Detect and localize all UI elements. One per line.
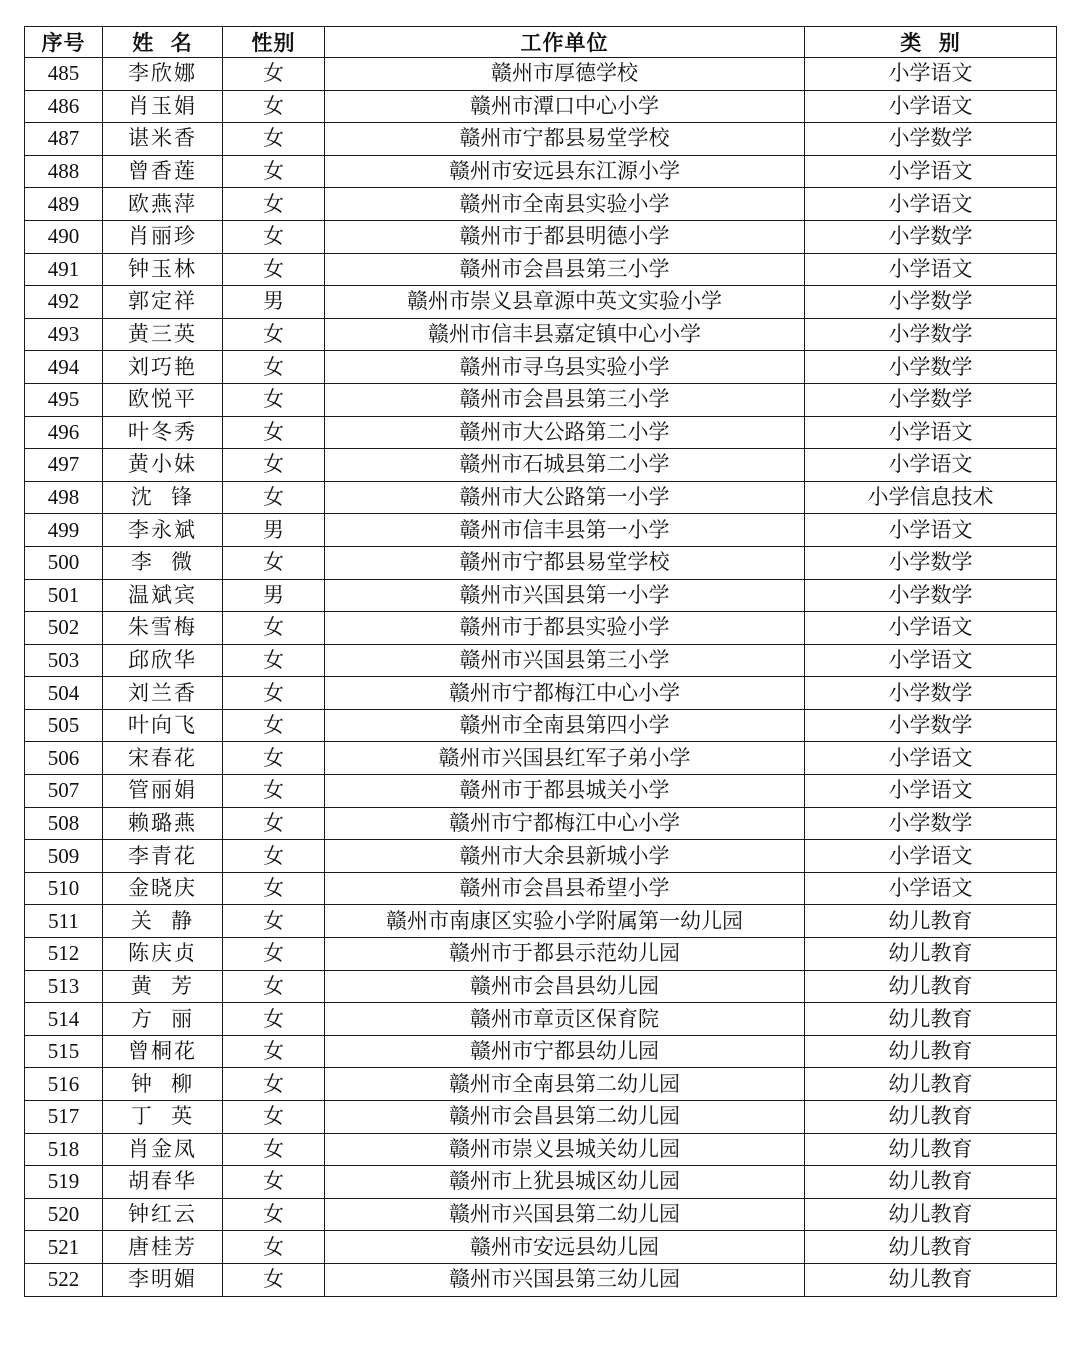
cell-category: 小学语文 bbox=[805, 872, 1057, 905]
cell-unit: 赣州市章贡区保育院 bbox=[325, 1003, 805, 1036]
cell-name: 宋春花 bbox=[103, 742, 223, 775]
cell-name: 黄三英 bbox=[103, 318, 223, 351]
table-row bbox=[25, 840, 1057, 873]
cell-category: 小学语文 bbox=[805, 155, 1057, 188]
table-row bbox=[25, 579, 1057, 612]
cell-category: 小学数学 bbox=[805, 351, 1057, 384]
cell-no: 489 bbox=[25, 188, 103, 221]
cell-no: 512 bbox=[25, 938, 103, 971]
table-row bbox=[25, 709, 1057, 742]
cell-no: 488 bbox=[25, 155, 103, 188]
cell-unit: 赣州市宁都梅江中心小学 bbox=[325, 677, 805, 710]
cell-no: 514 bbox=[25, 1003, 103, 1036]
cell-gender: 女 bbox=[223, 612, 325, 645]
cell-category: 幼儿教育 bbox=[805, 970, 1057, 1003]
cell-gender: 女 bbox=[223, 1263, 325, 1296]
cell-no: 500 bbox=[25, 546, 103, 579]
cell-category: 幼儿教育 bbox=[805, 1101, 1057, 1134]
cell-name: 丁 英 bbox=[103, 1101, 223, 1134]
table-row bbox=[25, 188, 1057, 221]
cell-unit: 赣州市兴国县第一小学 bbox=[325, 579, 805, 612]
cell-category: 小学数学 bbox=[805, 318, 1057, 351]
cell-no: 492 bbox=[25, 286, 103, 319]
table-row bbox=[25, 1263, 1057, 1296]
cell-unit: 赣州市全南县第二幼儿园 bbox=[325, 1068, 805, 1101]
table-body bbox=[25, 58, 1057, 1297]
table-row bbox=[25, 1231, 1057, 1264]
cell-no: 501 bbox=[25, 579, 103, 612]
cell-unit: 赣州市兴国县第三幼儿园 bbox=[325, 1263, 805, 1296]
cell-gender: 女 bbox=[223, 644, 325, 677]
roster-table bbox=[24, 26, 1057, 1297]
cell-gender: 女 bbox=[223, 1101, 325, 1134]
cell-unit: 赣州市信丰县嘉定镇中心小学 bbox=[325, 318, 805, 351]
cell-no: 507 bbox=[25, 775, 103, 808]
cell-no: 503 bbox=[25, 644, 103, 677]
cell-unit: 赣州市会昌县希望小学 bbox=[325, 872, 805, 905]
table-row bbox=[25, 286, 1057, 319]
cell-category: 小学数学 bbox=[805, 123, 1057, 156]
cell-gender: 女 bbox=[223, 383, 325, 416]
cell-name: 钟红云 bbox=[103, 1198, 223, 1231]
cell-unit: 赣州市兴国县第二幼儿园 bbox=[325, 1198, 805, 1231]
cell-no: 485 bbox=[25, 58, 103, 91]
table-row bbox=[25, 872, 1057, 905]
cell-no: 494 bbox=[25, 351, 103, 384]
cell-category: 小学语文 bbox=[805, 644, 1057, 677]
cell-gender: 女 bbox=[223, 123, 325, 156]
cell-no: 519 bbox=[25, 1166, 103, 1199]
table-row bbox=[25, 905, 1057, 938]
cell-name: 欧燕萍 bbox=[103, 188, 223, 221]
cell-name: 叶冬秀 bbox=[103, 416, 223, 449]
cell-gender: 女 bbox=[223, 1003, 325, 1036]
cell-gender: 女 bbox=[223, 318, 325, 351]
cell-category: 幼儿教育 bbox=[805, 1133, 1057, 1166]
cell-no: 487 bbox=[25, 123, 103, 156]
cell-no: 509 bbox=[25, 840, 103, 873]
table-row bbox=[25, 481, 1057, 514]
cell-unit: 赣州市于都县明德小学 bbox=[325, 220, 805, 253]
cell-gender: 女 bbox=[223, 481, 325, 514]
cell-no: 498 bbox=[25, 481, 103, 514]
cell-category: 幼儿教育 bbox=[805, 1166, 1057, 1199]
cell-gender: 女 bbox=[223, 1133, 325, 1166]
cell-unit: 赣州市大余县新城小学 bbox=[325, 840, 805, 873]
cell-unit: 赣州市会昌县第三小学 bbox=[325, 383, 805, 416]
cell-unit: 赣州市崇义县章源中英文实验小学 bbox=[325, 286, 805, 319]
cell-category: 小学语文 bbox=[805, 90, 1057, 123]
cell-unit: 赣州市大公路第一小学 bbox=[325, 481, 805, 514]
table-row bbox=[25, 1035, 1057, 1068]
cell-gender: 女 bbox=[223, 1198, 325, 1231]
cell-unit: 赣州市崇义县城关幼儿园 bbox=[325, 1133, 805, 1166]
cell-no: 522 bbox=[25, 1263, 103, 1296]
cell-no: 505 bbox=[25, 709, 103, 742]
cell-name: 叶向飞 bbox=[103, 709, 223, 742]
cell-gender: 女 bbox=[223, 905, 325, 938]
cell-unit: 赣州市全南县第四小学 bbox=[325, 709, 805, 742]
cell-unit: 赣州市信丰县第一小学 bbox=[325, 514, 805, 547]
cell-gender: 女 bbox=[223, 155, 325, 188]
cell-gender: 女 bbox=[223, 938, 325, 971]
cell-no: 506 bbox=[25, 742, 103, 775]
cell-gender: 女 bbox=[223, 351, 325, 384]
table-row bbox=[25, 644, 1057, 677]
cell-name: 曾桐花 bbox=[103, 1035, 223, 1068]
cell-gender: 女 bbox=[223, 546, 325, 579]
cell-unit: 赣州市潭口中心小学 bbox=[325, 90, 805, 123]
cell-gender: 女 bbox=[223, 807, 325, 840]
cell-unit: 赣州市寻乌县实验小学 bbox=[325, 351, 805, 384]
cell-gender: 女 bbox=[223, 58, 325, 91]
cell-name: 李明媚 bbox=[103, 1263, 223, 1296]
cell-gender: 女 bbox=[223, 709, 325, 742]
cell-unit: 赣州市宁都县易堂学校 bbox=[325, 546, 805, 579]
cell-category: 小学语文 bbox=[805, 612, 1057, 645]
cell-no: 486 bbox=[25, 90, 103, 123]
cell-no: 520 bbox=[25, 1198, 103, 1231]
cell-no: 511 bbox=[25, 905, 103, 938]
cell-unit: 赣州市上犹县城区幼儿园 bbox=[325, 1166, 805, 1199]
cell-gender: 女 bbox=[223, 220, 325, 253]
cell-name: 朱雪梅 bbox=[103, 612, 223, 645]
cell-gender: 男 bbox=[223, 579, 325, 612]
cell-no: 510 bbox=[25, 872, 103, 905]
cell-category: 小学语文 bbox=[805, 188, 1057, 221]
cell-category: 小学语文 bbox=[805, 840, 1057, 873]
table-row bbox=[25, 742, 1057, 775]
cell-category: 小学语文 bbox=[805, 514, 1057, 547]
cell-category: 小学数学 bbox=[805, 220, 1057, 253]
cell-category: 小学语文 bbox=[805, 775, 1057, 808]
cell-name: 关 静 bbox=[103, 905, 223, 938]
cell-gender: 女 bbox=[223, 449, 325, 482]
cell-unit: 赣州市安远县东江源小学 bbox=[325, 155, 805, 188]
cell-gender: 女 bbox=[223, 1231, 325, 1264]
cell-name: 黄 芳 bbox=[103, 970, 223, 1003]
cell-category: 小学语文 bbox=[805, 416, 1057, 449]
cell-no: 516 bbox=[25, 1068, 103, 1101]
cell-name: 金晓庆 bbox=[103, 872, 223, 905]
cell-no: 491 bbox=[25, 253, 103, 286]
cell-category: 小学数学 bbox=[805, 709, 1057, 742]
cell-unit: 赣州市安远县幼儿园 bbox=[325, 1231, 805, 1264]
cell-no: 496 bbox=[25, 416, 103, 449]
cell-category: 小学语文 bbox=[805, 253, 1057, 286]
table-row bbox=[25, 677, 1057, 710]
cell-name: 唐桂芳 bbox=[103, 1231, 223, 1264]
cell-no: 518 bbox=[25, 1133, 103, 1166]
table-row bbox=[25, 1101, 1057, 1134]
header-gender: 性别 bbox=[223, 27, 325, 58]
cell-no: 499 bbox=[25, 514, 103, 547]
header-category: 类 别 bbox=[805, 27, 1057, 58]
cell-gender: 女 bbox=[223, 253, 325, 286]
cell-name: 沈 锋 bbox=[103, 481, 223, 514]
cell-unit: 赣州市于都县示范幼儿园 bbox=[325, 938, 805, 971]
table-row bbox=[25, 1068, 1057, 1101]
cell-category: 小学数学 bbox=[805, 546, 1057, 579]
cell-name: 李青花 bbox=[103, 840, 223, 873]
table-row bbox=[25, 155, 1057, 188]
cell-no: 497 bbox=[25, 449, 103, 482]
cell-unit: 赣州市兴国县第三小学 bbox=[325, 644, 805, 677]
cell-no: 495 bbox=[25, 383, 103, 416]
cell-name: 陈庆贞 bbox=[103, 938, 223, 971]
table-row bbox=[25, 807, 1057, 840]
cell-category: 幼儿教育 bbox=[805, 1068, 1057, 1101]
cell-unit: 赣州市会昌县第三小学 bbox=[325, 253, 805, 286]
table-row bbox=[25, 514, 1057, 547]
header-row bbox=[25, 27, 1057, 58]
cell-unit: 赣州市宁都县易堂学校 bbox=[325, 123, 805, 156]
cell-name: 钟 柳 bbox=[103, 1068, 223, 1101]
cell-category: 小学语文 bbox=[805, 449, 1057, 482]
cell-category: 幼儿教育 bbox=[805, 938, 1057, 971]
cell-unit: 赣州市兴国县红军子弟小学 bbox=[325, 742, 805, 775]
cell-name: 李欣娜 bbox=[103, 58, 223, 91]
cell-gender: 女 bbox=[223, 677, 325, 710]
table-row bbox=[25, 1003, 1057, 1036]
cell-gender: 女 bbox=[223, 416, 325, 449]
cell-unit: 赣州市会昌县第二幼儿园 bbox=[325, 1101, 805, 1134]
cell-name: 温斌宾 bbox=[103, 579, 223, 612]
cell-gender: 女 bbox=[223, 1166, 325, 1199]
cell-unit: 赣州市于都县城关小学 bbox=[325, 775, 805, 808]
cell-no: 502 bbox=[25, 612, 103, 645]
cell-no: 513 bbox=[25, 970, 103, 1003]
cell-name: 管丽娟 bbox=[103, 775, 223, 808]
cell-gender: 女 bbox=[223, 872, 325, 905]
table-row bbox=[25, 253, 1057, 286]
cell-gender: 男 bbox=[223, 514, 325, 547]
cell-no: 508 bbox=[25, 807, 103, 840]
cell-name: 邱欣华 bbox=[103, 644, 223, 677]
cell-category: 小学语文 bbox=[805, 58, 1057, 91]
table-row bbox=[25, 1133, 1057, 1166]
table-row bbox=[25, 383, 1057, 416]
table-row bbox=[25, 318, 1057, 351]
cell-gender: 女 bbox=[223, 970, 325, 1003]
cell-name: 肖金凤 bbox=[103, 1133, 223, 1166]
cell-gender: 女 bbox=[223, 1035, 325, 1068]
cell-name: 李永斌 bbox=[103, 514, 223, 547]
cell-name: 胡春华 bbox=[103, 1166, 223, 1199]
cell-unit: 赣州市全南县实验小学 bbox=[325, 188, 805, 221]
cell-no: 517 bbox=[25, 1101, 103, 1134]
cell-category: 小学数学 bbox=[805, 579, 1057, 612]
cell-unit: 赣州市宁都县幼儿园 bbox=[325, 1035, 805, 1068]
table-row bbox=[25, 58, 1057, 91]
cell-name: 钟玉林 bbox=[103, 253, 223, 286]
table-row bbox=[25, 970, 1057, 1003]
cell-name: 黄小妹 bbox=[103, 449, 223, 482]
table-header bbox=[25, 27, 1057, 58]
cell-unit: 赣州市宁都梅江中心小学 bbox=[325, 807, 805, 840]
table-row bbox=[25, 546, 1057, 579]
cell-category: 小学数学 bbox=[805, 286, 1057, 319]
cell-name: 欧悦平 bbox=[103, 383, 223, 416]
cell-unit: 赣州市南康区实验小学附属第一幼儿园 bbox=[325, 905, 805, 938]
cell-gender: 男 bbox=[223, 286, 325, 319]
cell-name: 方 丽 bbox=[103, 1003, 223, 1036]
cell-no: 515 bbox=[25, 1035, 103, 1068]
cell-category: 幼儿教育 bbox=[805, 1263, 1057, 1296]
table-row bbox=[25, 90, 1057, 123]
cell-no: 521 bbox=[25, 1231, 103, 1264]
cell-unit: 赣州市会昌县幼儿园 bbox=[325, 970, 805, 1003]
cell-category: 小学数学 bbox=[805, 383, 1057, 416]
cell-name: 郭定祥 bbox=[103, 286, 223, 319]
cell-category: 小学数学 bbox=[805, 807, 1057, 840]
table-row bbox=[25, 416, 1057, 449]
cell-name: 刘兰香 bbox=[103, 677, 223, 710]
cell-name: 谌米香 bbox=[103, 123, 223, 156]
cell-unit: 赣州市大公路第二小学 bbox=[325, 416, 805, 449]
table-row bbox=[25, 351, 1057, 384]
cell-category: 小学信息技术 bbox=[805, 481, 1057, 514]
header-name: 姓 名 bbox=[103, 27, 223, 58]
cell-category: 小学语文 bbox=[805, 742, 1057, 775]
table-row bbox=[25, 1198, 1057, 1231]
cell-no: 490 bbox=[25, 220, 103, 253]
cell-gender: 女 bbox=[223, 742, 325, 775]
cell-category: 幼儿教育 bbox=[805, 1231, 1057, 1264]
cell-unit: 赣州市于都县实验小学 bbox=[325, 612, 805, 645]
cell-category: 幼儿教育 bbox=[805, 905, 1057, 938]
cell-name: 肖丽珍 bbox=[103, 220, 223, 253]
cell-name: 肖玉娟 bbox=[103, 90, 223, 123]
cell-no: 493 bbox=[25, 318, 103, 351]
cell-category: 幼儿教育 bbox=[805, 1035, 1057, 1068]
table-row bbox=[25, 123, 1057, 156]
table-row bbox=[25, 449, 1057, 482]
cell-name: 刘巧艳 bbox=[103, 351, 223, 384]
table-row bbox=[25, 775, 1057, 808]
cell-name: 曾香莲 bbox=[103, 155, 223, 188]
cell-no: 504 bbox=[25, 677, 103, 710]
cell-unit: 赣州市厚德学校 bbox=[325, 58, 805, 91]
cell-category: 小学数学 bbox=[805, 677, 1057, 710]
header-no: 序号 bbox=[25, 27, 103, 58]
cell-gender: 女 bbox=[223, 775, 325, 808]
cell-gender: 女 bbox=[223, 840, 325, 873]
cell-category: 幼儿教育 bbox=[805, 1198, 1057, 1231]
table-row bbox=[25, 220, 1057, 253]
table-row bbox=[25, 612, 1057, 645]
table-row bbox=[25, 938, 1057, 971]
cell-category: 幼儿教育 bbox=[805, 1003, 1057, 1036]
table-row bbox=[25, 1166, 1057, 1199]
header-unit: 工作单位 bbox=[325, 27, 805, 58]
cell-gender: 女 bbox=[223, 188, 325, 221]
cell-gender: 女 bbox=[223, 1068, 325, 1101]
cell-gender: 女 bbox=[223, 90, 325, 123]
cell-name: 李 微 bbox=[103, 546, 223, 579]
cell-name: 赖璐燕 bbox=[103, 807, 223, 840]
cell-unit: 赣州市石城县第二小学 bbox=[325, 449, 805, 482]
